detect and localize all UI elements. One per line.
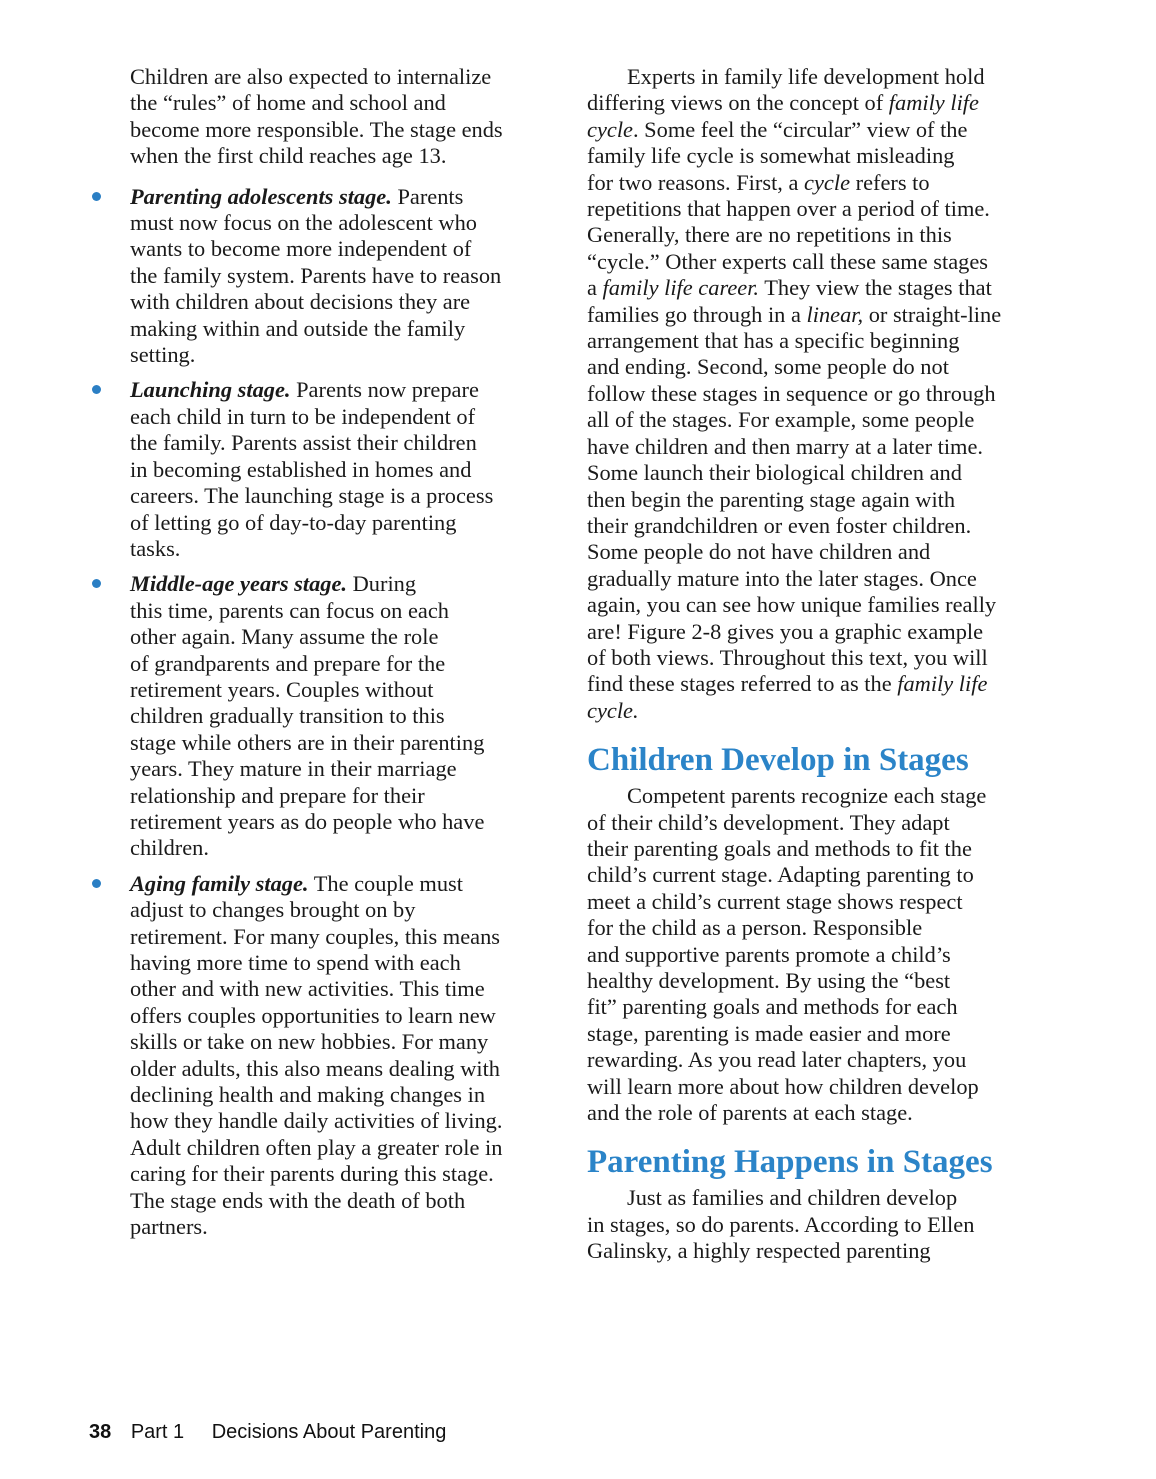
text-line: arrangement that has a specific beginning: [587, 328, 960, 354]
text-run: The couple must: [308, 870, 463, 896]
text-line: in becoming established in homes and: [130, 456, 472, 482]
text-line: skills or take on new hobbies. For many: [130, 1029, 489, 1055]
children-develop-paragraph: [587, 783, 1057, 1126]
text-line: fit” parenting goals and methods for each: [587, 994, 958, 1020]
left-column: [130, 64, 550, 1240]
bullet-item-aging-family: [130, 871, 550, 1241]
text-line: Some launch their biological children and: [587, 460, 962, 486]
text-line: how they handle daily activities of living.: [130, 1108, 503, 1134]
text-line: Adult children often play a greater role in: [130, 1134, 503, 1160]
text-line: retirement years as do people who have: [130, 808, 485, 834]
parenting-happens-paragraph: [587, 1185, 1057, 1264]
text-line: retirement. For many couples, this means: [130, 923, 500, 949]
text-line: [130, 184, 550, 210]
text-line: in stages, so do parents. According to Ellen: [587, 1211, 975, 1237]
text-run: or straight-line: [863, 301, 1002, 327]
text-line: relationship and prepare for their: [130, 782, 425, 808]
text-line: [587, 671, 1057, 697]
run-in-term: Middle-age years stage.: [130, 571, 348, 597]
intro-paragraph: [130, 64, 550, 170]
text-line: and supportive parents promote a child’s: [587, 941, 951, 967]
text-line: repetitions that happen over a period of time.: [587, 196, 990, 222]
text-line: become more responsible. The stage ends: [130, 116, 503, 142]
text-line: [130, 377, 550, 403]
page-number: 38: [89, 1421, 112, 1443]
text-line: Generally, there are no repetitions in this: [587, 222, 952, 248]
text-line: [130, 871, 550, 897]
bullet-item-parenting-adolescents: [130, 184, 550, 369]
emphasis-term: linear,: [806, 301, 864, 327]
text-line: of their child’s development. They adapt: [587, 809, 950, 835]
text-line: setting.: [130, 342, 196, 368]
text-line: Galinsky, a highly respected parenting: [587, 1238, 931, 1264]
text-line: older adults, this also means dealing with: [130, 1055, 501, 1081]
text-line: gradually mature into the later stages. Once: [587, 565, 977, 591]
text-line: the “rules” of home and school and: [130, 90, 446, 116]
bullet-icon: [92, 192, 101, 201]
section-heading-parenting-happens: Parenting Happens in Stages: [587, 1144, 993, 1181]
text-line: [587, 90, 1057, 116]
text-line: are! Figure 2-8 gives you a graphic example: [587, 618, 984, 644]
text-line: careers. The launching stage is a process: [130, 483, 494, 509]
text-line: will learn more about how children develop: [587, 1073, 979, 1099]
part-title: Decisions About Parenting: [211, 1421, 447, 1443]
text-line: with children about decisions they are: [130, 289, 471, 315]
text-line: [587, 170, 1057, 196]
right-column: [587, 64, 1057, 1265]
emphasis-term: family life: [897, 671, 988, 697]
text-line: offers couples opportunities to learn new: [130, 1002, 496, 1028]
text-line: for the child as a person. Responsible: [587, 915, 923, 941]
text-line: [587, 302, 1057, 328]
text-run: During: [347, 571, 417, 597]
text-line: when the first child reaches age 13.: [130, 143, 447, 169]
text-line: children.: [130, 835, 209, 861]
text-line: [587, 117, 1057, 143]
text-line: the family. Parents assist their children: [130, 430, 477, 456]
text-run: find these stages referred to as the: [587, 671, 898, 697]
text-line: their grandchildren or even foster children.: [587, 512, 972, 538]
text-line: years. They mature in their marriage: [130, 756, 457, 782]
emphasis-term: cycle: [587, 116, 633, 142]
text-line: follow these stages in sequence or go through: [587, 380, 996, 406]
text-line: [587, 698, 1057, 724]
text-line: healthy development. By using the “best: [587, 968, 951, 993]
text-line: [587, 275, 1057, 301]
bullet-icon: [92, 579, 101, 588]
text-line: making within and outside the family: [130, 315, 466, 341]
text-line: this time, parents can focus on each: [130, 597, 449, 623]
text-line: all of the stages. For example, some people: [587, 407, 975, 433]
text-run: a: [587, 275, 603, 301]
text-run: Parents now prepare: [290, 377, 479, 403]
text-line: and ending. Second, some people do not: [587, 354, 949, 380]
text-line: then begin the parenting stage again with: [587, 486, 956, 512]
run-in-term: Aging family stage.: [130, 870, 309, 896]
text-line: the family system. Parents have to reason: [130, 262, 502, 288]
text-line: Just as families and children develop: [627, 1185, 958, 1211]
text-line: declining health and making changes in: [130, 1082, 486, 1108]
text-line: adjust to changes brought on by: [130, 897, 416, 923]
run-in-term: Launching stage.: [130, 377, 291, 403]
text-line: of letting go of day-to-day parenting: [130, 509, 457, 535]
text-line: [130, 571, 550, 597]
text-line: The stage ends with the death of both: [130, 1187, 466, 1213]
emphasis-term: family life career.: [602, 275, 760, 301]
text-line: Experts in family life development hold: [627, 64, 985, 89]
text-run: families go through in a: [587, 301, 807, 327]
text-run: for two reasons. First, a: [587, 169, 805, 195]
text-line: having more time to spend with each: [130, 950, 461, 975]
text-line: other again. Many assume the role: [130, 624, 439, 650]
run-in-term: Parenting adolescents stage.: [130, 183, 392, 209]
text-line: Children are also expected to internalize: [130, 64, 492, 89]
text-line: rewarding. As you read later chapters, you: [587, 1047, 967, 1073]
text-line: wants to become more independent of: [130, 236, 472, 262]
text-line: meet a child’s current stage shows respect: [587, 888, 963, 914]
bullet-icon: [92, 879, 101, 888]
text-line: caring for their parents during this stage.: [130, 1161, 494, 1187]
text-line: have children and then marry at a later time.: [587, 433, 984, 459]
text-line: and the role of parents at each stage.: [587, 1100, 913, 1126]
text-line: must now focus on the adolescent who: [130, 210, 477, 236]
text-line: other and with new activities. This time: [130, 976, 485, 1002]
text-line: partners.: [130, 1214, 208, 1240]
text-line: children gradually transition to this: [130, 703, 445, 729]
experts-paragraph: [587, 64, 1057, 724]
section-heading-children-develop: Children Develop in Stages: [587, 742, 969, 779]
text-line: child’s current stage. Adapting parenting to: [587, 862, 974, 888]
part-label: Part 1: [130, 1421, 185, 1443]
bullet-icon: [92, 385, 101, 394]
text-run: . Some feel the “circular” view of the: [632, 116, 968, 142]
text-line: their parenting goals and methods to fit the: [587, 835, 972, 861]
text-run: differing views on the concept of: [587, 90, 889, 116]
text-line: again, you can see how unique families really: [587, 592, 997, 618]
text-line: of both views. Throughout this text, you will: [587, 644, 988, 670]
text-line: tasks.: [130, 535, 181, 561]
text-run: Parents: [391, 183, 464, 209]
emphasis-term: cycle.: [587, 697, 639, 723]
text-line: retirement years. Couples without: [130, 676, 434, 702]
page-footer: [89, 1421, 446, 1444]
text-line: family life cycle is somewhat misleading: [587, 143, 955, 169]
text-line: “cycle.” Other experts call these same stages: [587, 248, 988, 274]
text-line: Some people do not have children and: [587, 539, 931, 565]
text-run: They view the stages that: [759, 275, 992, 301]
bullet-item-launching: [130, 377, 550, 562]
text-run: refers to: [850, 169, 930, 195]
emphasis-term: family life: [888, 90, 979, 116]
text-line: stage, parenting is made easier and more: [587, 1020, 951, 1046]
text-line: Competent parents recognize each stage: [627, 783, 987, 809]
text-line: each child in turn to be independent of: [130, 403, 476, 429]
text-line: stage while others are in their parenting: [130, 729, 485, 755]
bullet-item-middle-age: [130, 571, 550, 861]
text-line: of grandparents and prepare for the: [130, 650, 446, 676]
emphasis-term: cycle: [804, 169, 851, 195]
